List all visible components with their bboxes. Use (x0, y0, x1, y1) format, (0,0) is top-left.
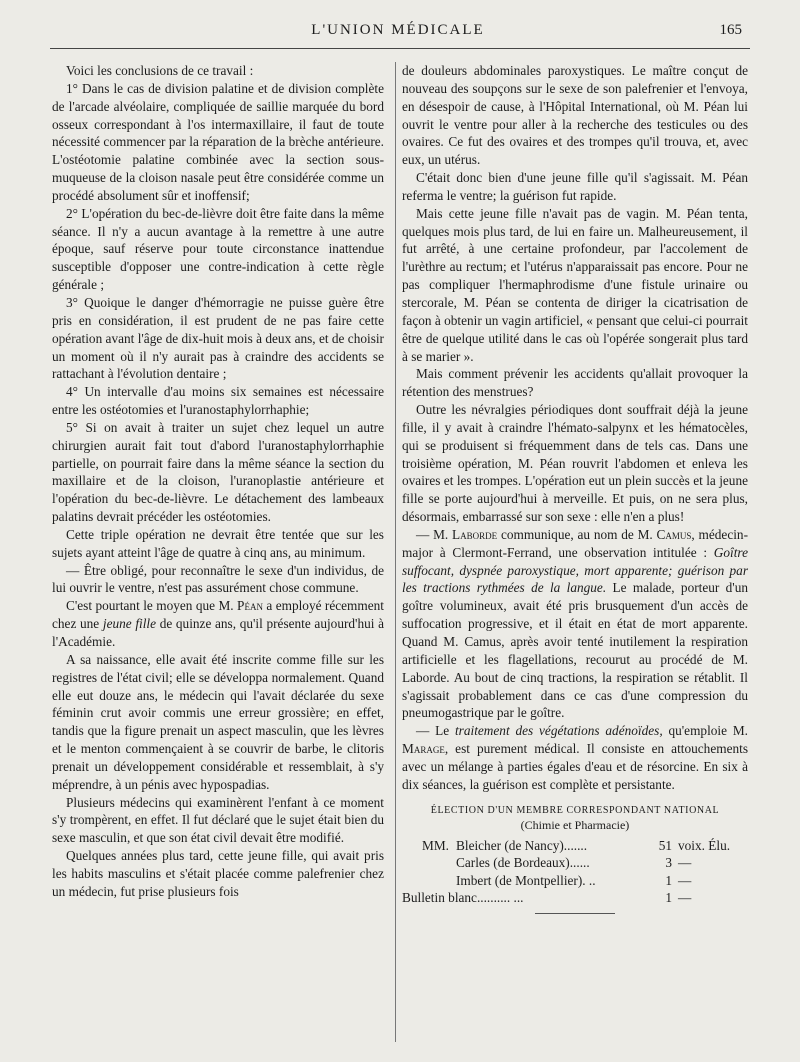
italic-phrase: jeune fille (102, 616, 157, 632)
text-run: C'est pourtant le moyen que M. (66, 598, 238, 614)
candidate-name: Bulletin blanc.......... ... (402, 890, 524, 906)
vote-row (402, 889, 748, 907)
page-header (48, 20, 748, 42)
page-number: 165 (719, 22, 742, 38)
paragraph: Quelques années plus tard, cette jeune fille, qui avait pris les habits masculins et s'était placée comme palefrenier chez un médecin, fut prise plusieurs fois (52, 848, 384, 899)
author-name: Péan (237, 598, 263, 614)
vote-result: — (678, 855, 692, 871)
text-run: , médecin-major à Clermont-Ferrand, une observation intitulée : (402, 526, 749, 560)
paragraph: 5° Si on avait à traiter un sujet chez lequel un autre chirurgien aurait fait tout d'abord l'uranostaphylorrhaphie partielle, on pourrait faire dans la même séance la section du maxillaire et de la cloison, l'uranoplastie antérieure et l'opération du bec-de-lièvre. Le détachement des lambeaux palatins devrait précéder les ostéotomies. (52, 419, 384, 525)
vote-table (402, 837, 748, 907)
paragraph: Plusieurs médecins qui examinèrent l'enfant à ce moment s'y trompèrent, en effet. Il fut déclaré que le sujet était bien du sexe masculin, et que son état civil devait être modifié. (52, 794, 384, 846)
paragraph: de douleurs abdominales paroxystiques. Le maître conçut de nouveau des soupçons sur le sexe de son palefrenier et l'envoya, en désespoir de cause, à l'Hôpital International, où M. Péan lui ouvrit le ventre pour aller à la recherche des testicules ou des ovaires. Ce fut des ovaires et des trompes qu'il trouva, et, avec eux, un utérus. (402, 63, 748, 168)
paragraph: A sa naissance, elle avait été inscrite comme fille sur les registres de l'état civil; elle se développa normalement. Quand elle eut douze ans, le médecin qui l'avait déclarée du sexe féminin crut avoir commis une erreur grossière; en effet, tandis que la figure prenait un aspect masculin, que les lèvres et le menton commençaient à se couvrir de barbe, le clitoris prenait un développement considérable et ressemblait, à s'y méprendre, à un pénis avec hypospadias. (52, 651, 384, 792)
vote-count: 1 (665, 872, 672, 888)
running-title: L'UNION MÉDICALE (311, 22, 485, 38)
vote-count: 3 (665, 855, 672, 871)
election-subheading: (Chimie et Pharmacie) (520, 817, 630, 832)
text-run: de quinze ans, qu'il présente aujourd'hui à l'Académie. (52, 616, 384, 649)
text-run: , est purement médical. Il consiste en attouchements avec un mélange à parties égales d'eau et de résorcine. En six à dix séances, la guérison est complète et persistante. (402, 741, 748, 792)
paragraph: — Être obligé, pour reconnaître le sexe d'un individus, de lui ouvrir le ventre, n'est pas assurément chose commune. (52, 562, 384, 596)
paragraph: 3° Quoique le danger d'hémorragie ne puisse guère être pris en considération, il est prudent de ne pas faire cette opération avant l'âge de dix-huit mois à deux ans, et de choisir un moment où il n'y aurait pas à craindre des accidents se rattachant à l'évolution dentaire ; (52, 294, 384, 382)
paragraph: Cette triple opération ne devrait être tentée que sur les sujets ayant atteint l'âge de quatre à cinq ans, au minimum. (52, 526, 384, 560)
text-run: — Le (416, 723, 455, 739)
column-divider (395, 62, 396, 1042)
end-rule (535, 913, 615, 914)
vote-count: 51 (658, 837, 672, 853)
paragraph: 2° L'opération du bec-de-lièvre doit être faite dans la même séance. Il n'y a aucun avantage à la remettre à une autre époque, sauf réserve pour toute circonstance inattendue susceptible d'opposer une contre-indication à cette règle générale ; (52, 205, 384, 293)
text-run: communique, au nom de M. (497, 526, 657, 542)
paragraph (52, 597, 384, 651)
text-run: — M. (416, 526, 453, 542)
paragraph: 1° Dans le cas de division palatine et de division complète de l'arcade alvéolaire, compliquée de saillie marquée du bord osseux correspondant à l'os intermaxillaire, il faut de toute nécessité commencer par la réparation de la brèche antérieure. L'ostéotomie palatine combinée avec la section sous-muqueuse de la cloison nasale peut être considérée comme un procédé absolument sûr et inoffensif; (52, 80, 384, 203)
paragraph: 4° Un intervalle d'au moins six semaines est nécessaire entre les ostéotomies et l'uranostaphylorrhaphie; (52, 384, 384, 418)
italic-title: traitement des végétations adénoïdes, (454, 723, 663, 739)
author-name: Laborde (452, 526, 498, 542)
candidate-name: Bleicher (de Nancy)....... (456, 837, 588, 853)
header-rule (50, 48, 750, 49)
text-run: a employé récemment chez une (52, 598, 384, 632)
vote-result: — (678, 890, 692, 906)
vote-row (422, 872, 748, 890)
left-column (52, 62, 384, 901)
author-name: Marage (402, 741, 445, 757)
candidate-name: Imbert (de Montpellier). .. (456, 872, 596, 888)
paragraph: C'était donc bien d'une jeune fille qu'il s'agissait. M. Péan referma le ventre; la guérison fut rapide. (402, 170, 748, 203)
paragraph: Outre les névralgies périodiques dont souffrait déjà la jeune fille, il y avait à craindre l'hémato-salpynx et les hématocèles, qui se produisent si fréquemment dans de tels cas. Dans une troisième opération, M. Péan rouvrit l'abdomen et enleva les ovaires et les trompes. L'opération eut un plein succès et la jeune fille se porte aujourd'hui à merveille. Et puis, on ne sera plus, désormais, embarrassé sur son sexe : elle n'en a plus! (402, 402, 748, 525)
election-heading: ÉLECTION D'UN MEMBRE CORRESPONDANT NATIONAL (430, 804, 720, 816)
text-run: qu'emploie M. (662, 723, 748, 739)
author-name: Camus (656, 526, 692, 542)
paragraph: Mais cette jeune fille n'avait pas de vagin. M. Péan tenta, quelques mois plus tard, de lui en faire un. Malheureusement, il fut arrêté, à une certaine profondeur, par l'accolement de l'urèthre au rectum; et l'utérus n'apparaissait pas encore. Pour ne pas compliquer l'hermaphrodisme d'une fistule urinaire ou stercorale, M. Péan se contenta de diriger la cicatrisation de façon à obtenir un vagin artificiel, « pensant que celui-ci pourrait être de quelque utilité dans le cas où l'opérée songerait plus tard à se marier ». (402, 205, 748, 364)
vote-count: 1 (665, 890, 672, 906)
paragraph: Voici les conclusions de ce travail : (66, 63, 254, 78)
right-column (402, 62, 748, 914)
text-run: Le malade, porteur d'un goître volumineux, avait été pris brusquement d'un accès de suffocation progressive, et il était en état de mort apparente. Quand M. Camus, après avoir tenté inutilement la respiration artificielle et les flagellations, recourut au procédé de M. Laborde. Au bout de cinq tractions, la respiration se rétablit. Il s'agissait probablement dans ce cas d'une compression du pneumogastrique par le goître. (402, 580, 748, 721)
vote-result: — (678, 872, 692, 888)
candidate-name: Carles (de Bordeaux)...... (456, 855, 590, 871)
paragraph: Mais comment prévenir les accidents qu'allait provoquer la rétention des menstrues? (402, 366, 748, 400)
italic-title: Goître suffocant, dyspnée paroxystique, mort apparente; guérison par les tractions rythmées de la langue. (402, 544, 748, 596)
paragraph (402, 722, 748, 793)
vote-result: voix. Élu. (678, 837, 731, 853)
paragraph (402, 526, 748, 722)
vote-row (422, 854, 748, 872)
vote-row (422, 837, 748, 855)
vote-prefix: MM. (422, 837, 449, 853)
